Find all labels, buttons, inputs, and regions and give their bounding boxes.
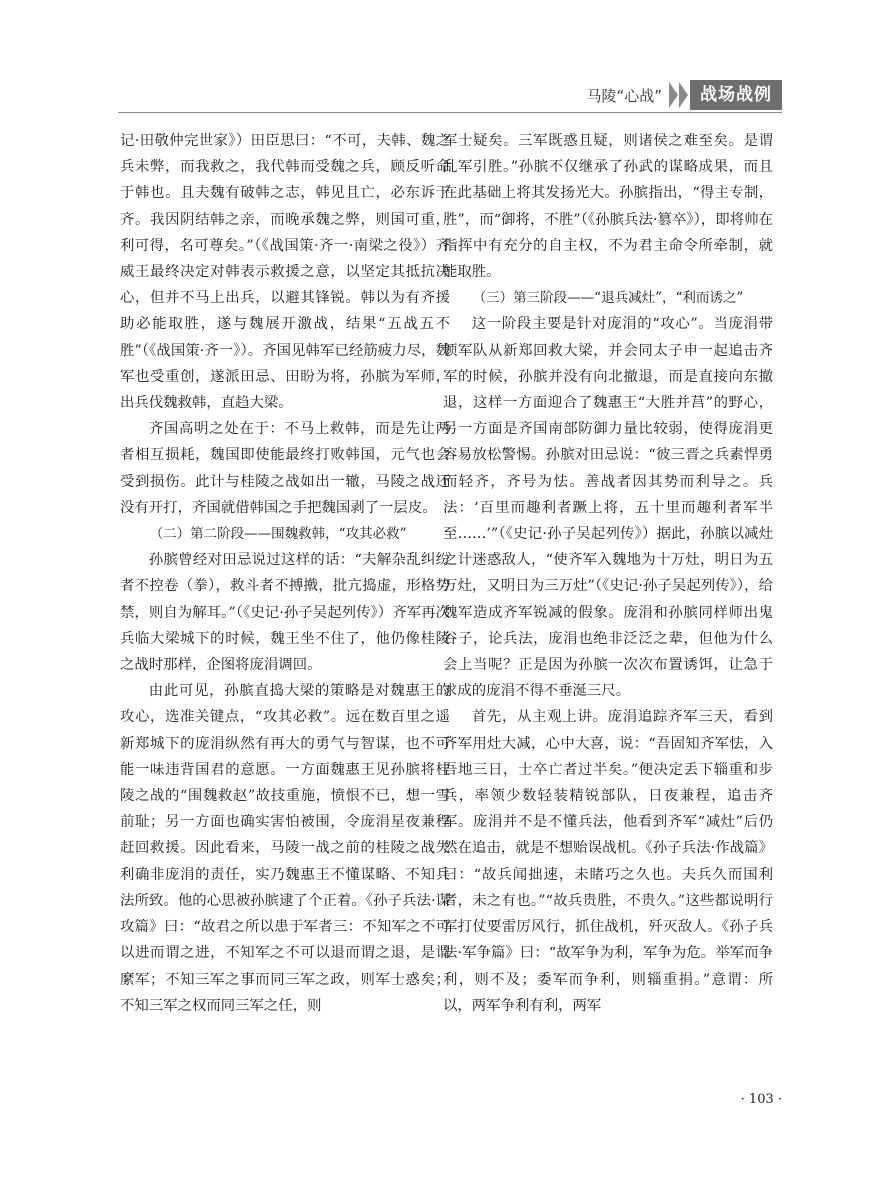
paragraph: 记·田敬仲完世家》）田臣思曰：“不可，夫韩、魏之兵未弊，而我救之，我代韩而受魏之兵，顾反听命于韩也。且夫魏有破韩之志，韩见且亡，必东诉于齐。我因阴结韩之亲，而晚承魏之弊，则国可重，利可得，名可尊矣。”（《战国策·齐一·南梁之役》）齐威王最终决定对韩表示救援之意，以坚定其抵抗决心，但并不马上出兵，以避其锋锐。韩以为有齐援助必能取胜，遂与魏展开激战，结果“五战五不胜”（《战国策·齐一》）。齐国见韩军已经筋疲力尽，魏军也受重创，遂派田忌、田盼为将，孙膑为军师，出兵伐魏救韩，直趋大梁。 <box>120 133 450 412</box>
section-heading: （二）第二阶段——围魏救韩，“攻其必救” <box>149 526 407 543</box>
chevron-right-icon <box>668 82 688 108</box>
article-title: 马陵“心战” <box>586 86 662 105</box>
page-number: · 103 · <box>740 1092 782 1107</box>
paragraph: 首先，从主观上讲。庞涓追踪齐军三天，看到齐军用灶大减，心中大喜，说：“吾固知齐军怯，入吾地三日，士卒亡者过半矣。”便决定丢下辎重和步兵，率领少数轻装精锐部队，日夜兼程，追击齐军。庞涓并不是不懂兵法，他看到齐军“减灶”后仍然在追击，就是不想贻误战机。《孙子兵法·作战篇》曰：“故兵闻拙速，未睹巧之久也。夫兵久而国利者，未之有也。”“故兵贵胜，不贵久。”这些都说明行军打仗要雷厉风行，抓住战机，歼灭敌人。《孙子兵法·军争篇》曰：“故军争为利，军争为危。举军而争利，则不及；委军而争利，则辎重捐。”意谓：所以，两军争利有利，两军 <box>443 709 773 1014</box>
paragraph: 军士疑矣。三军既惑且疑，则诸侯之难至矣。是谓乱军引胜。”孙膑不仅继承了孙武的谋略成果，而且在此基础上将其发扬光大。孙膑指出，“得主专制，胜”，而“御将，不胜”（《孙膑兵法·篡卒》），即将帅在指挥中有充分的自主权，不为君主命令所牵制，就能取胜。 <box>443 133 773 281</box>
running-header <box>586 80 782 110</box>
section-label: 战场战例 <box>690 80 782 110</box>
paragraph: 齐国高明之处在于：不马上救韩，而是先让两者相互损耗，魏国即使能最终打败韩国，元气也会受到损伤。此计与桂陵之战如出一辙，马陵之战还没有开打，齐国就借韩国之手把魏国剥了一层皮。 <box>120 421 450 516</box>
left-column <box>120 128 450 1019</box>
right-column <box>443 128 773 1019</box>
header-divider <box>118 112 782 113</box>
paragraph: 孙膑曾经对田忌说过这样的话：“夫解杂乱纠纷者不控卷（拳），救斗者不搏撠，批亢捣虚，形格势禁，则自为解耳。”（《史记·孙子吴起列传》）齐军再次兵临大梁城下的时候，魏王坐不住了，他仍像桂陵之战时那样，企图将庞涓调回。 <box>120 552 450 674</box>
paragraph: 这一阶段主要是针对庞涓的“攻心”。当庞涓带领军队从新郑回救大梁，并会同太子申一起追击齐军的时候，孙膑并没有向北撤退，而是直接向东撤退，这样一方面迎合了魏惠王“大胜并莒”的野心，另一方面是齐国南部防御力量比较弱，使得庞涓更容易放松警惕。孙膑对田忌说：“彼三晋之兵素悍勇而轻齐，齐号为怯。善战者因其势而利导之。兵法：‘百里而趣利者蹶上将，五十里而趣利者军半至……’”（《史记·孙子吴起列传》）据此，孙膑以减灶之计迷惑敌人，“使齐军入魏地为十万灶，明日为五万灶，又明日为三万灶”（《史记·孙子吴起列传》），给魏军造成齐军锐减的假象。庞涓和孙膑同样师出鬼谷子，论兵法，庞涓也绝非泛泛之辈，但他为什么会上当呢？正是因为孙膑一次次布置诱饵，让急于求成的庞涓不得不垂涎三尺。 <box>443 316 773 700</box>
paragraph: 由此可见，孙膑直捣大梁的策略是对魏惠王的攻心，选准关键点，“攻其必救”。远在数百里之遥新郑城下的庞涓纵然有再大的勇气与智谋，也不可能一味违背国君的意愿。一方面魏惠王见孙膑将桂陵之战的“围魏救赵”故技重施，愤恨不已，想一雪前耻；另一方面也确实害怕被围，令庞涓星夜兼程赶回救援。因此看来，马陵一战之前的桂陵之战失利确非庞涓的责任，实乃魏惠王不懂谋略、不知兵法所致。他的心思被孙膑逮了个正着。《孙子兵法·谋攻篇》曰：“故君之所以患于军者三：不知军之不可以进而谓之进，不知军之不可以退而谓之退，是谓縻军；不知三军之事而同三军之政，则军士惑矣；不知三军之权而同三军之任，则 <box>120 683 450 1014</box>
section-heading: （三）第三阶段——“退兵减灶”，“利而诱之” <box>472 290 744 307</box>
